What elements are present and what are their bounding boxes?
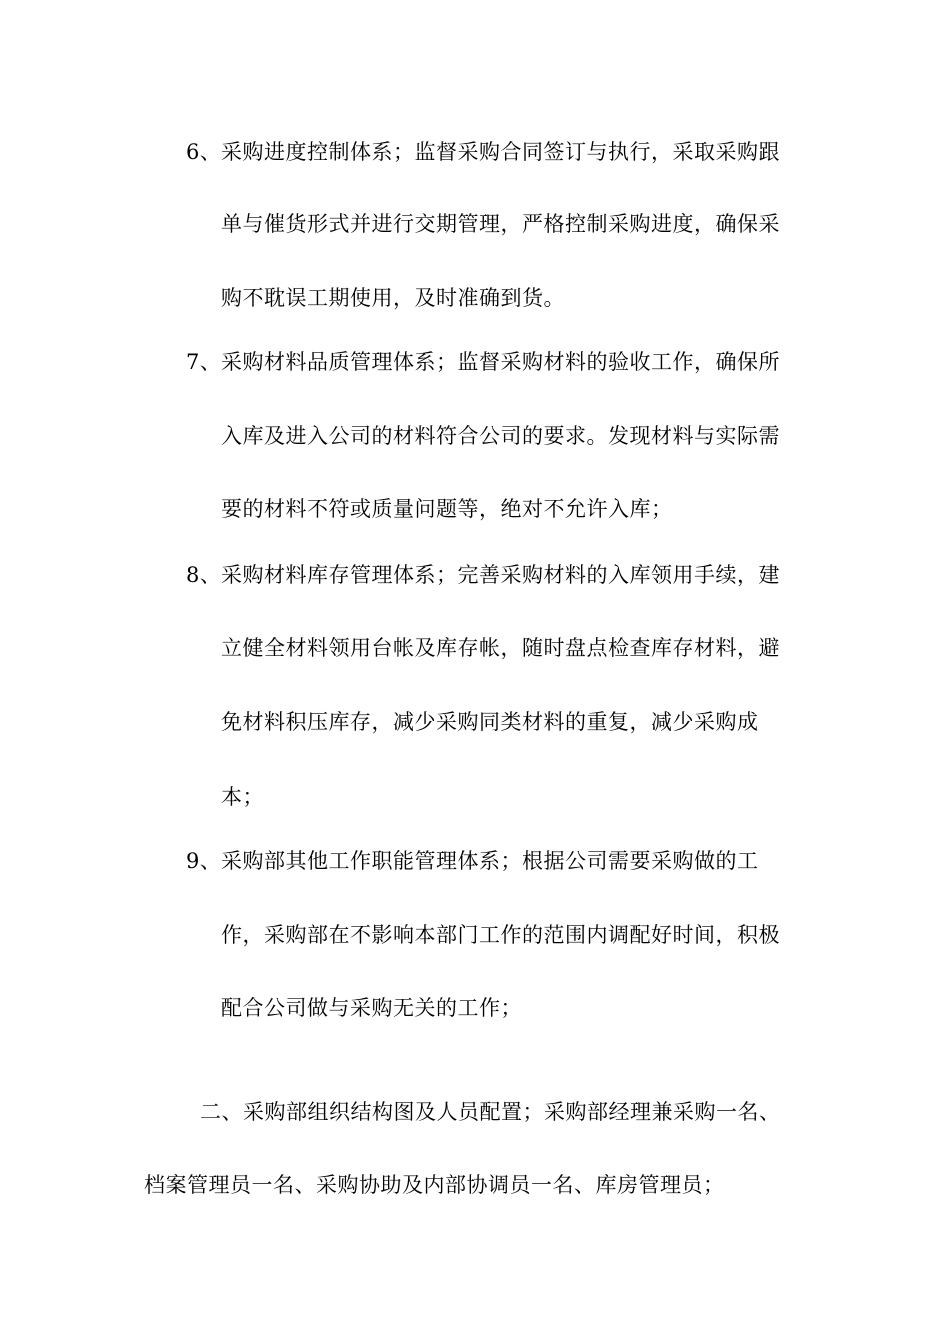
item-text-line: 配合公司做与采购无关的工作； bbox=[221, 996, 522, 1020]
item-text-line: 采购材料品质管理体系；监督采购材料的验收工作，确保所 bbox=[221, 350, 780, 374]
paragraph-line: 档案管理员一名、采购协助及内部协调员一名、库房管理员； bbox=[144, 1173, 725, 1197]
item-number: 6、 bbox=[186, 140, 222, 164]
item-text-line: 采购部其他工作职能管理体系；根据公司需要采购做的工 bbox=[221, 849, 759, 873]
item-text-line: 要的材料不符或质量问题等，绝对不允许入库； bbox=[221, 497, 673, 521]
item-number: 9、 bbox=[186, 849, 222, 873]
paragraph-line: 二、采购部组织结构图及人员配置；采购部经理兼采购一名、 bbox=[200, 1100, 781, 1124]
item-text-line: 购不耽误工期使用，及时准确到货。 bbox=[221, 286, 565, 310]
item-number: 8、 bbox=[186, 563, 222, 587]
item-text-line: 采购材料库存管理体系；完善采购材料的入库领用手续，建 bbox=[221, 563, 780, 587]
item-number: 7、 bbox=[186, 350, 222, 374]
item-text-line: 本； bbox=[221, 785, 264, 809]
item-text-line: 免材料积压库存，减少采购同类材料的重复，减少采购成 bbox=[221, 710, 759, 734]
item-text-line: 作，采购部在不影响本部门工作的范围内调配好时间，积极 bbox=[221, 923, 780, 947]
item-text-line: 立健全材料领用台帐及库存帐，随时盘点检查库存材料，避 bbox=[221, 636, 780, 660]
item-text-line: 采购进度控制体系；监督采购合同签订与执行，采取采购跟 bbox=[221, 140, 780, 164]
item-text-line: 入库及进入公司的材料符合公司的要求。发现材料与实际需 bbox=[221, 424, 780, 448]
item-text-line: 单与催货形式并进行交期管理，严格控制采购进度，确保采 bbox=[221, 212, 780, 236]
